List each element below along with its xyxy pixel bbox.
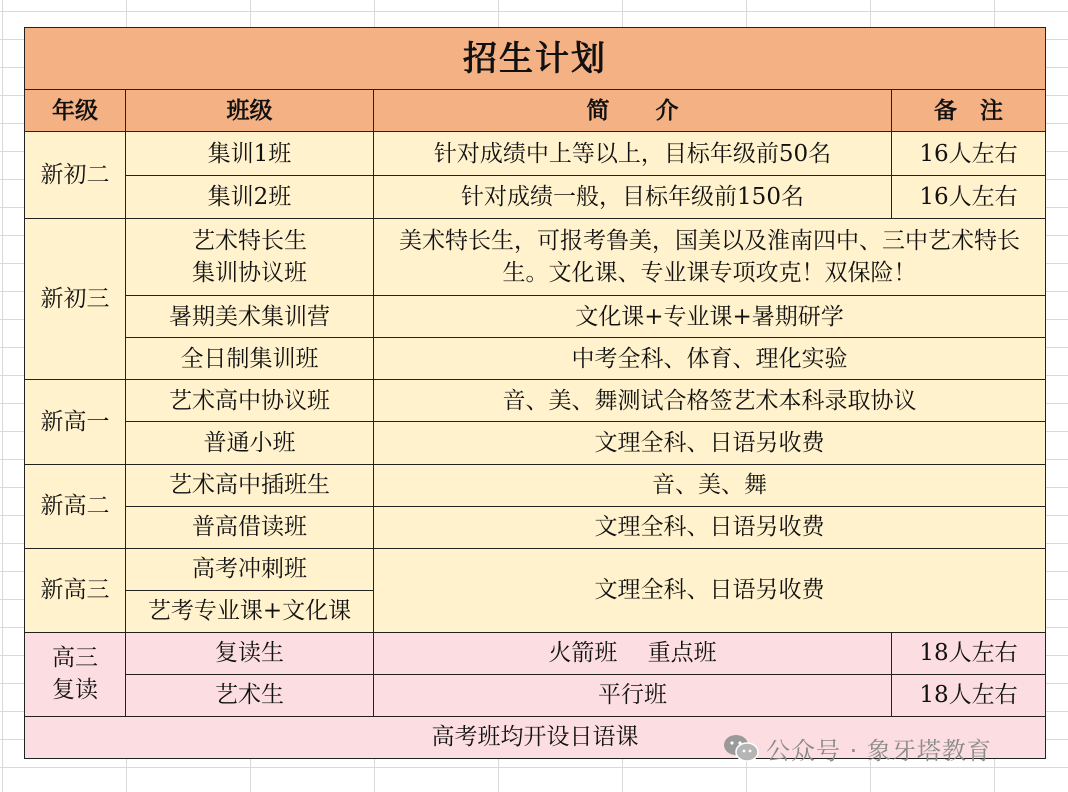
class-cell: 艺术高中协议班 bbox=[126, 380, 374, 422]
remark-cell: 16人左右 bbox=[892, 132, 1046, 176]
class-cell: 普高借读班 bbox=[126, 506, 374, 548]
class-cell: 集训2班 bbox=[126, 176, 374, 219]
header-remark: 备 注 bbox=[892, 90, 1046, 132]
watermark-text: 公众号 · 象牙塔教育 bbox=[766, 736, 992, 765]
grade-cell: 新初二 bbox=[25, 132, 126, 219]
class-cell: 艺术高中插班生 bbox=[126, 464, 374, 506]
class-cell: 艺考专业课+文化课 bbox=[126, 590, 374, 632]
header-class: 班级 bbox=[126, 90, 374, 132]
remark-cell: 18人左右 bbox=[892, 632, 1046, 674]
footer-note: 高考班均开设日语课 bbox=[25, 716, 1046, 758]
wechat-icon bbox=[722, 732, 760, 764]
class-cell: 普通小班 bbox=[126, 422, 374, 464]
header-intro: 简 介 bbox=[374, 90, 892, 132]
grade-cell: 新初三 bbox=[25, 219, 126, 380]
class-cell: 全日制集训班 bbox=[126, 338, 374, 380]
intro-cell: 音、美、舞 bbox=[374, 464, 1046, 506]
intro-cell: 文理全科、日语另收费 bbox=[374, 422, 1046, 464]
class-cell: 集训1班 bbox=[126, 132, 374, 176]
intro-cell: 中考全科、体育、理化实验 bbox=[374, 338, 1046, 380]
grade-cell: 新高三 bbox=[25, 548, 126, 632]
intro-cell: 文理全科、日语另收费 bbox=[374, 506, 1046, 548]
intro-cell: 美术特长生，可报考鲁美，国美以及淮南四中、三中艺术特长生。文化课、专业课专项攻克！双保险！ bbox=[374, 219, 1046, 296]
grade-cell: 新高二 bbox=[25, 464, 126, 548]
class-cell: 复读生 bbox=[126, 632, 374, 674]
remark-cell: 16人左右 bbox=[892, 176, 1046, 219]
remark-cell: 18人左右 bbox=[892, 674, 1046, 716]
watermark bbox=[722, 728, 992, 768]
enrollment-plan-table bbox=[24, 27, 1046, 759]
class-cell: 高考冲刺班 bbox=[126, 548, 374, 590]
intro-cell: 音、美、舞测试合格签艺术本科录取协议 bbox=[374, 380, 1046, 422]
grade-cell: 高三 复读 bbox=[25, 632, 126, 716]
class-cell: 暑期美术集训营 bbox=[126, 296, 374, 338]
class-cell: 艺术生 bbox=[126, 674, 374, 716]
intro-cell: 针对成绩一般，目标年级前150名 bbox=[374, 176, 892, 219]
grade-cell: 新高一 bbox=[25, 380, 126, 464]
intro-cell: 火箭班 重点班 bbox=[374, 632, 892, 674]
intro-cell: 针对成绩中上等以上，目标年级前50名 bbox=[374, 132, 892, 176]
intro-cell: 文理全科、日语另收费 bbox=[374, 548, 1046, 632]
table-title: 招生计划 bbox=[25, 28, 1046, 90]
header-grade: 年级 bbox=[25, 90, 126, 132]
intro-cell: 文化课+专业课+暑期研学 bbox=[374, 296, 1046, 338]
class-cell: 艺术特长生 集训协议班 bbox=[126, 219, 374, 296]
intro-cell: 平行班 bbox=[374, 674, 892, 716]
